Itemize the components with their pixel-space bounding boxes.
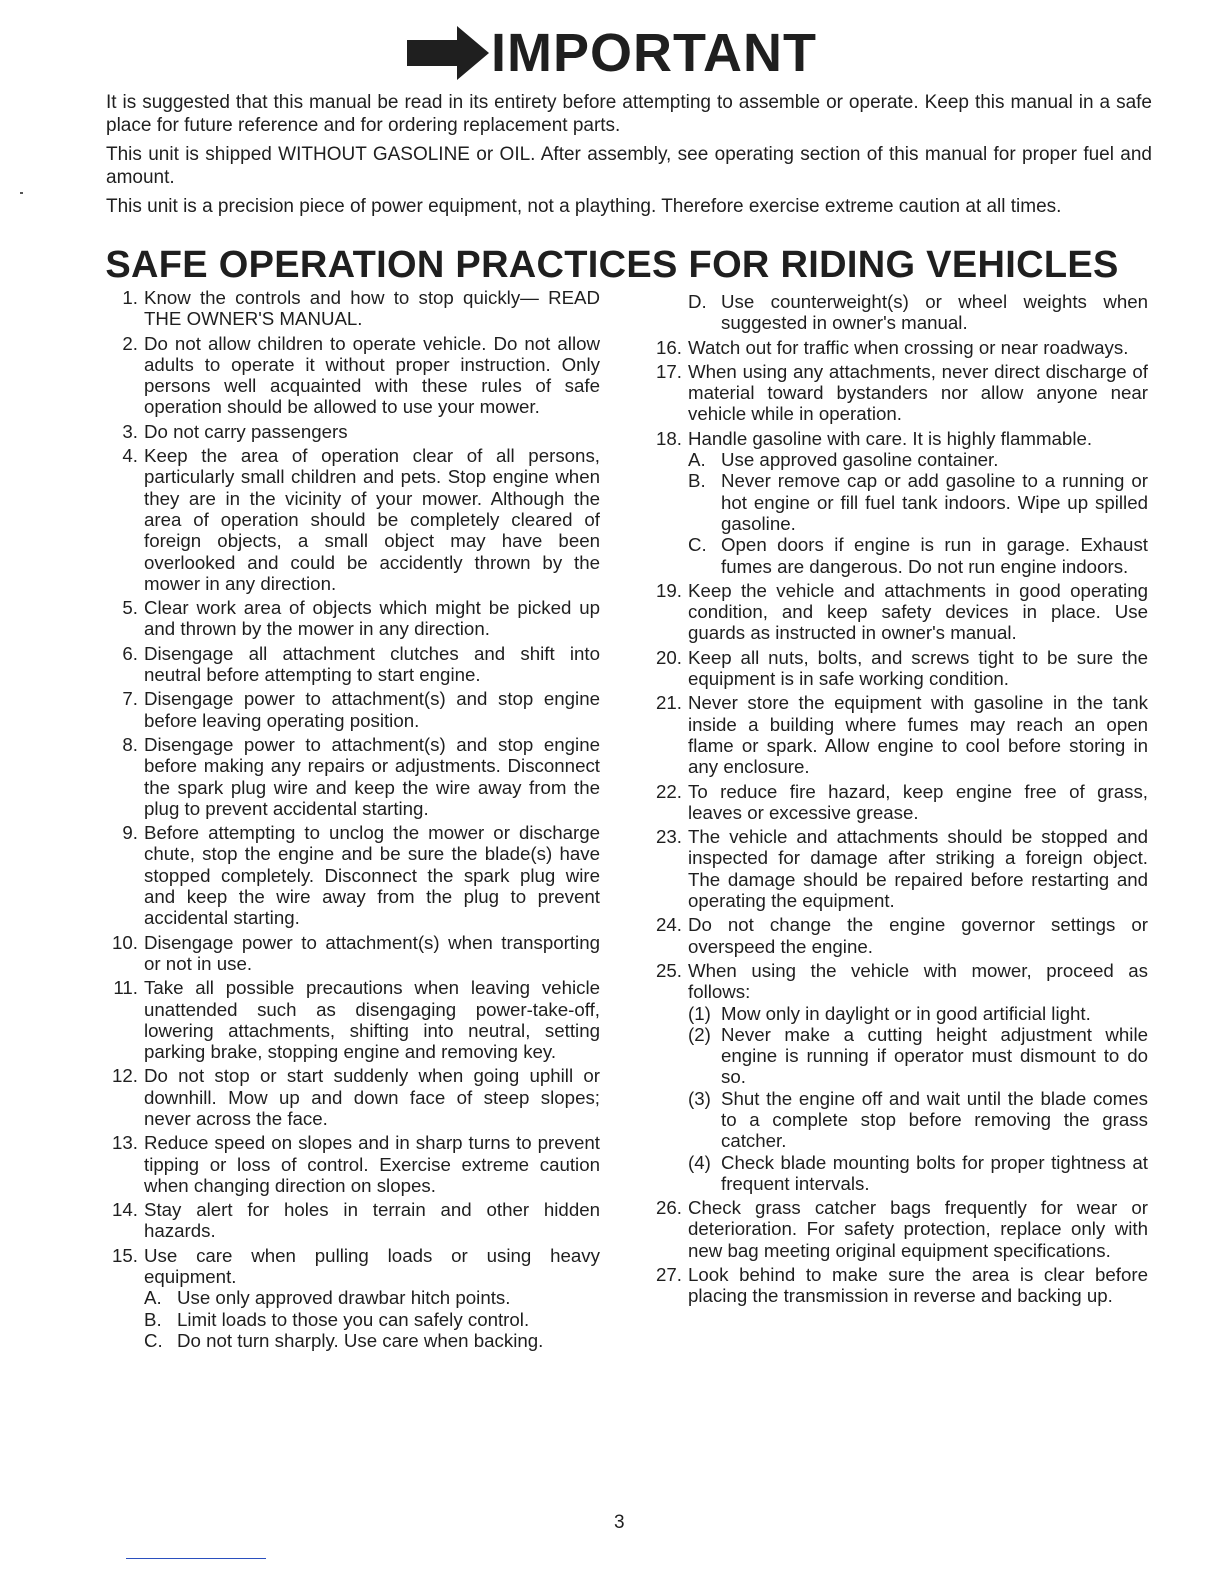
list-item — [104, 421, 600, 442]
list-item — [104, 977, 600, 1062]
sub-item-text: Mow only in daylight or in good artificial light. — [721, 1002, 1091, 1024]
list-item — [104, 1132, 600, 1196]
sub-item-letter: (3) — [688, 1087, 711, 1109]
item-number: 6. — [122, 642, 138, 664]
item-number: 5. — [122, 597, 138, 619]
intro-paragraph: This unit is a precision piece of power equipment, not a plaything. Therefore exercise extreme caution at all times. — [106, 196, 1062, 217]
list-item — [104, 287, 600, 330]
sub-item — [688, 470, 1148, 534]
list-item — [104, 734, 600, 819]
item-text: To reduce fire hazard, keep engine free of grass, leaves or excessive grease. — [688, 780, 1148, 823]
list-item — [104, 643, 600, 686]
arrow-right-icon — [407, 26, 489, 80]
item-number: 25. — [656, 959, 682, 981]
item-text: Disengage all attachment clutches and shift into neutral before attempting to start engine. — [144, 642, 600, 686]
item-number: 24. — [656, 914, 682, 936]
item-number: 17. — [656, 360, 682, 382]
item-number: 18. — [656, 427, 682, 449]
item-text: Take all possible precautions when leaving vehicle unattended such as disengaging power-take-off, lowering attachments, shifting into neutral, setting parking brake, stopping engine and removing key. — [144, 977, 600, 1063]
item-text: Handle gasoline with care. It is highly flammable. — [688, 427, 1093, 449]
sub-item-text: Never make a cutting height adjustment while engine is running if operator must dismount to do so. — [721, 1023, 1148, 1088]
item-text: Do not stop or start suddenly when going uphill or downhill. Mow up and down face of steep slopes; never across the face. — [144, 1065, 600, 1129]
item-text: Keep the vehicle and attachments in good operating condition, and keep safety devices in place. Use guards as instructed in owner's manual. — [688, 579, 1148, 644]
sub-item — [688, 534, 1148, 577]
list-item — [648, 361, 1148, 425]
item-number: 11. — [113, 977, 138, 999]
page-number: 3 — [614, 1512, 625, 1533]
sub-item — [688, 1088, 1148, 1152]
list-item — [648, 1197, 1148, 1261]
sub-item-letter: B. — [144, 1308, 162, 1330]
item-text: Look behind to make sure the area is clear before placing the transmission in reverse and backing up. — [688, 1264, 1148, 1307]
sub-item-letter: C. — [144, 1329, 163, 1351]
sub-item-letter: (1) — [688, 1002, 711, 1024]
list-item — [104, 822, 600, 928]
section-title: SAFE OPERATION PRACTICES FOR RIDING VEHICLES — [105, 244, 1119, 286]
item-text: Clear work area of objects which might be picked up and thrown by the mower in any direction. — [144, 597, 600, 640]
list-item — [648, 826, 1148, 911]
footer-rule — [126, 1558, 266, 1559]
item-number: 15. — [112, 1244, 138, 1266]
item-text: Reduce speed on slopes and in sharp turns to prevent tipping or loss of control. Exercise extreme caution when changing direction on slopes. — [144, 1132, 600, 1196]
item-text: Use care when pulling loads or using heavy equipment. — [144, 1244, 600, 1288]
sub-item — [688, 1152, 1148, 1195]
sub-item-letter: B. — [688, 470, 706, 492]
sub-item-text: Open doors if engine is run in garage. Exhaust fumes are dangerous. Do not run engine indoors. — [721, 534, 1148, 577]
item-text: Stay alert for holes in terrain and other hidden hazards. — [144, 1199, 600, 1242]
item-number: 19. — [656, 579, 682, 601]
item-text: Before attempting to unclog the mower or discharge chute, stop the engine and be sure the blade(s) have stopped completely. Disconnect the spark plug wire and keep the wire away from the plug to prevent accidental starting. — [144, 822, 600, 929]
item-number: 23. — [656, 826, 682, 848]
item-text: Disengage power to attachment(s) and stop engine before making any repairs or adjustments. Disconnect the spark plug wire and keep the wire away from the plug to prevent accidental starting. — [144, 733, 600, 819]
item-number: 21. — [656, 692, 682, 714]
item-number: 10. — [112, 931, 138, 953]
item-text: Keep all nuts, bolts, and screws tight to be sure the equipment is in safe working condition. — [688, 646, 1148, 690]
item-number: 22. — [656, 780, 682, 802]
list-item — [104, 1065, 600, 1129]
list-item — [648, 692, 1148, 777]
list-item — [104, 445, 600, 594]
item-number: 3. — [122, 420, 138, 442]
sub-item — [144, 1287, 600, 1308]
list-item — [104, 1245, 600, 1351]
list-item — [648, 1264, 1148, 1307]
sub-item-text: Use approved gasoline container. — [721, 449, 999, 471]
item-number: 9. — [122, 822, 138, 844]
sub-item-text: Use counterweight(s) or wheel weights when suggested in owner's manual. — [721, 291, 1148, 334]
item-text: Do not allow children to operate vehicle. Do not allow adults to operate it without proper instruction. Only persons well acquainted with these rules of safe operation should be allowed to use your mower. — [144, 332, 600, 418]
right-column — [648, 291, 1148, 1310]
sub-item — [144, 1330, 600, 1351]
important-heading: IMPORTANT — [491, 23, 817, 83]
intro-paragraph: It is suggested that this manual be read in its entirety before attempting to assemble or operate. Keep this manual in a safe place for future reference and for ordering replacement parts. — [106, 92, 1152, 136]
item-text: When using any attachments, never direct discharge of material toward bystanders nor allow anyone near vehicle while in operation. — [688, 360, 1148, 425]
list-item — [648, 960, 1148, 1194]
item-number: 2. — [122, 332, 138, 354]
sub-item-text: Use only approved drawbar hitch points. — [177, 1287, 511, 1309]
item-number: 7. — [122, 688, 138, 710]
sub-item-text: Shut the engine off and wait until the blade comes to a complete stop before removing the grass catcher. — [721, 1087, 1148, 1152]
sub-item — [688, 1024, 1148, 1088]
sub-item — [688, 1003, 1148, 1024]
intro-notes — [106, 91, 1152, 224]
list-item — [104, 333, 600, 418]
list-item — [104, 1199, 600, 1242]
item-text: Disengage power to attachment(s) when transporting or not in use. — [144, 931, 600, 974]
item-number: 12. — [112, 1065, 138, 1087]
item-text: Never store the equipment with gasoline in the tank inside a building where fumes may reach an open flame or spark. Allow engine to cool before storing in any enclosure. — [688, 692, 1148, 778]
list-item — [648, 580, 1148, 644]
item-number: 1. — [122, 287, 138, 308]
left-column — [104, 287, 600, 1354]
scan-speck — [20, 192, 23, 194]
sub-item — [144, 1309, 600, 1330]
item-text: Watch out for traffic when crossing or near roadways. — [688, 336, 1129, 358]
item-number: 14. — [112, 1199, 138, 1221]
sub-item-letter: C. — [688, 534, 707, 556]
item-text: Do not carry passengers — [144, 420, 348, 442]
item-text: Know the controls and how to stop quickly— READ THE OWNER'S MANUAL. — [144, 287, 600, 330]
intro-paragraph: This unit is shipped WITHOUT GASOLINE or OIL. After assembly, see operating section of this manual for proper fuel and amount. — [106, 144, 1152, 188]
sub-item — [688, 291, 1148, 334]
sub-item-text: Limit loads to those you can safely control. — [177, 1308, 530, 1330]
item-text: The vehicle and attachments should be stopped and inspected for damage after striking a foreign object. The damage should be repaired before restarting and operating the equipment. — [688, 826, 1148, 912]
item-number: 27. — [656, 1264, 682, 1286]
list-item — [104, 688, 600, 731]
item-text: Disengage power to attachment(s) and stop engine before leaving operating position. — [144, 688, 600, 731]
sub-item-letter: D. — [688, 291, 707, 312]
sub-item-letter: (2) — [688, 1023, 711, 1045]
sub-item-letter: A. — [144, 1287, 162, 1309]
list-item — [648, 781, 1148, 824]
list-item — [648, 914, 1148, 957]
sub-item-letter: (4) — [688, 1151, 711, 1173]
item-number: 4. — [122, 445, 138, 467]
item-number: 26. — [656, 1197, 682, 1219]
item-text: Keep the area of operation clear of all persons, particularly small children and pets. Stop engine when they are in the vicinity of your mower. Although the area of operation should be completely cleared of foreign objects, a small object may have been overlooked and could be accidently thrown by the mower in any direction. — [144, 445, 600, 594]
header — [0, 24, 1224, 82]
item-number: 8. — [122, 733, 138, 755]
item-text: When using the vehicle with mower, proceed as follows: — [688, 959, 1148, 1003]
item-number: 13. — [112, 1132, 138, 1154]
sub-item-letter: A. — [688, 449, 706, 471]
item-text: Do not change the engine governor settings or overspeed the engine. — [688, 914, 1148, 957]
list-item — [648, 337, 1148, 358]
list-item — [648, 291, 1148, 334]
list-item — [648, 428, 1148, 577]
list-item — [648, 647, 1148, 690]
item-text: Check grass catcher bags frequently for wear or deterioration. For safety protection, replace only with new bag meeting original equipment specifications. — [688, 1197, 1148, 1261]
sub-item-text: Do not turn sharply. Use care when backing. — [177, 1329, 544, 1351]
item-number: 20. — [656, 646, 682, 668]
sub-item-text: Never remove cap or add gasoline to a running or hot engine or fill fuel tank indoors. Wipe up spilled gasoline. — [721, 470, 1148, 534]
list-item — [104, 932, 600, 975]
sub-item-text: Check blade mounting bolts for proper tightness at frequent intervals. — [721, 1151, 1148, 1194]
item-number: 16. — [656, 336, 682, 358]
list-item — [104, 597, 600, 640]
sub-item — [688, 449, 1148, 470]
